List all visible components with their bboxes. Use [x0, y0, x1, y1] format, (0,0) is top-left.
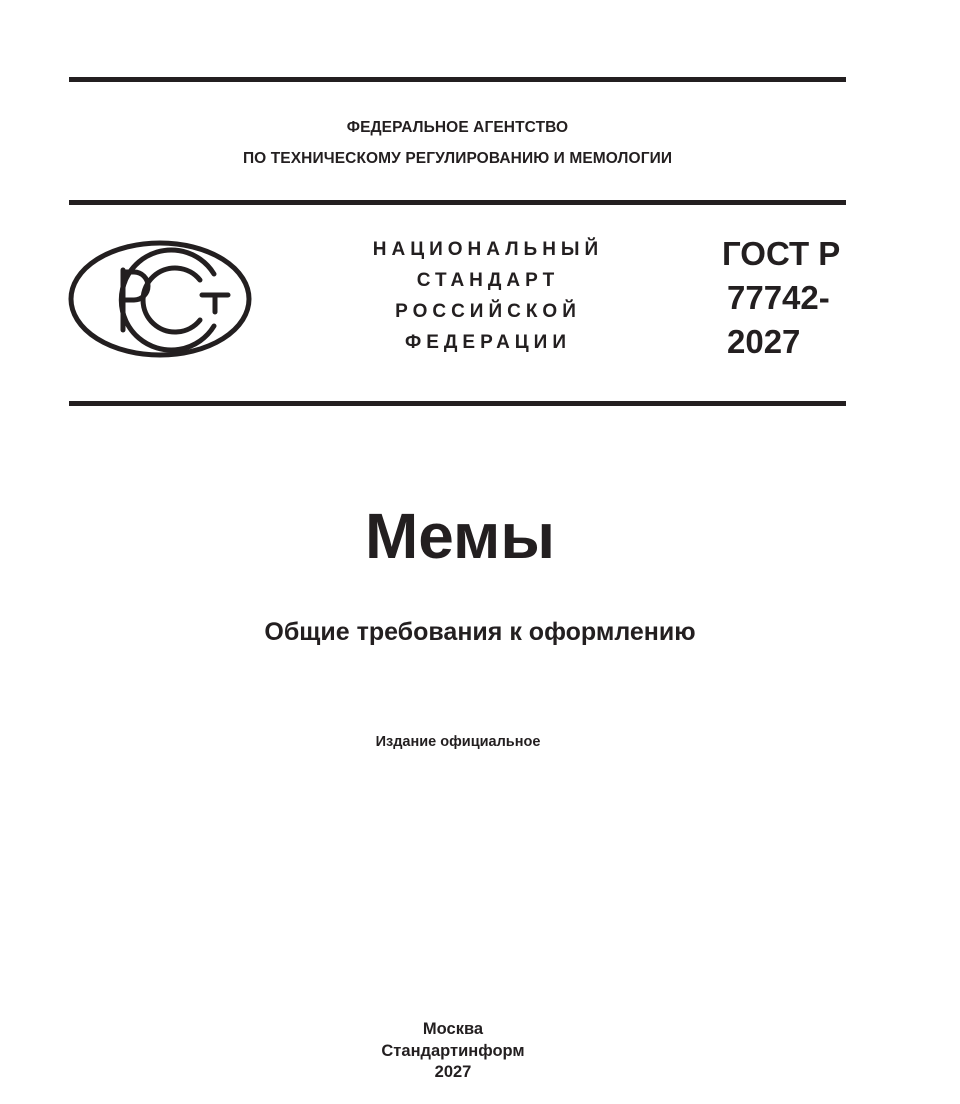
imprint-publisher: Стандартинформ — [381, 1041, 525, 1060]
national-line-4: ФЕДЕРАЦИИ — [404, 332, 571, 353]
agency-header — [69, 112, 846, 174]
designation-line-1: ГОСТ Р — [722, 235, 841, 272]
designation-line-3: 2027 — [727, 323, 801, 360]
designation-line-2: 77742- — [727, 279, 830, 316]
agency-line-2: ПО ТЕХНИЧЕСКОМУ РЕГУЛИРОВАНИЮ И МЕМОЛОГИИ — [242, 150, 673, 167]
block-divider — [69, 401, 846, 406]
agency-line-1: ФЕДЕРАЛЬНОЕ АГЕНТСТВО — [346, 119, 569, 136]
national-line-3: РОССИЙСКОЙ — [395, 301, 581, 322]
document-title: Мемы — [364, 500, 556, 572]
imprint-year: 2027 — [434, 1063, 472, 1081]
document-subtitle: Общие требования к оформлению — [264, 618, 696, 646]
edition-note: Издание официальное — [375, 734, 541, 750]
imprint — [0, 1019, 906, 1084]
rst-certification-mark-icon — [68, 240, 252, 358]
imprint-city: Москва — [422, 1020, 484, 1038]
national-standard-label — [348, 234, 628, 358]
standard-designation — [722, 232, 840, 364]
national-line-2: СТАНДАРТ — [416, 270, 560, 291]
header-divider — [69, 200, 846, 205]
top-divider — [69, 77, 846, 82]
national-line-1: НАЦИОНАЛЬНЫЙ — [372, 239, 604, 260]
